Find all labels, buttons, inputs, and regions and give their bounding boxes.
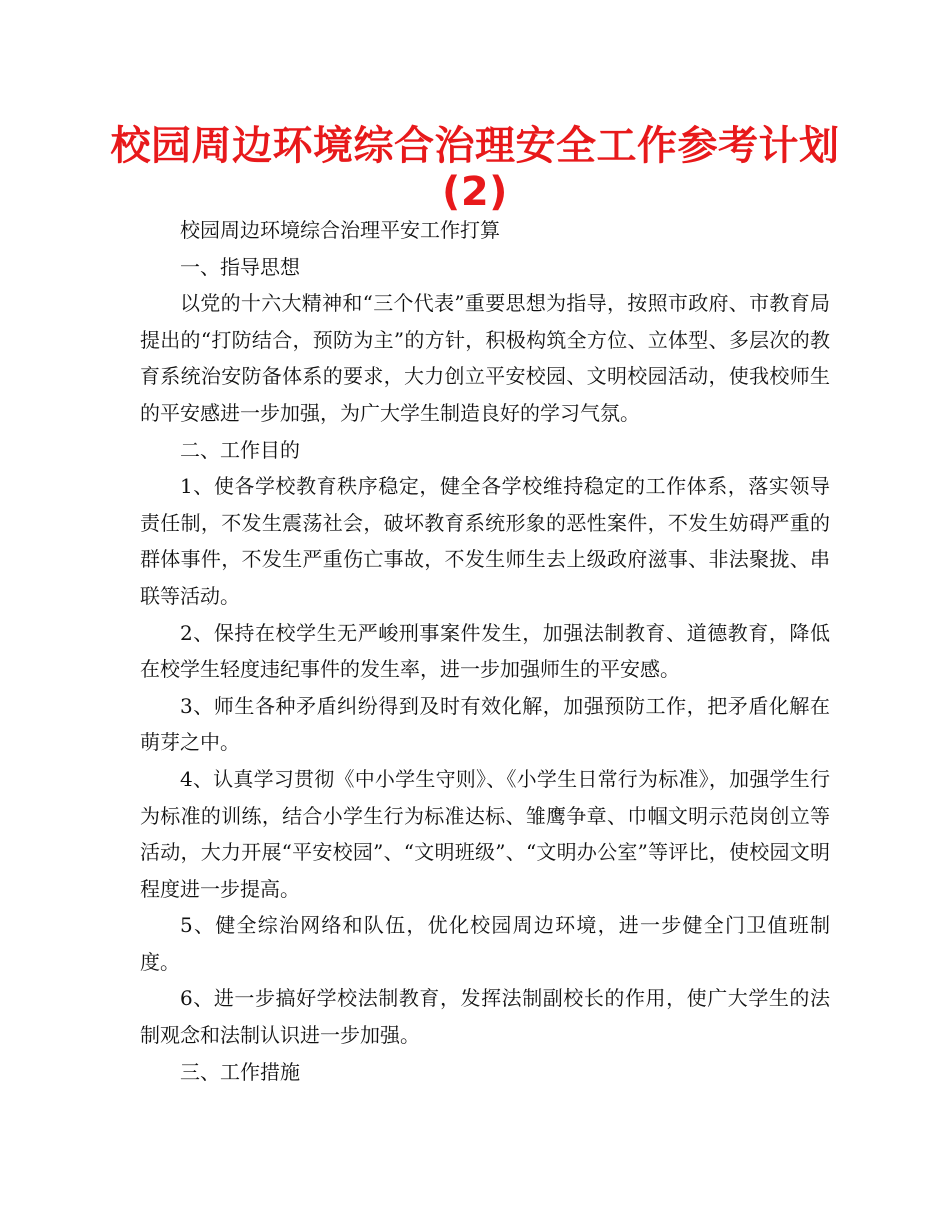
paragraph-goal-2: 2、保持在校学生无严峻刑事案件发生，加强法制教育、道德教育，降低在校学生轻度违纪事件的发生率，进一步加强师生的平安感。 bbox=[140, 620, 830, 682]
paragraph-goal-3: 3、师生各种矛盾纠纷得到及时有效化解，加强预防工作，把矛盾化解在萌芽之中。 bbox=[140, 693, 830, 755]
document-body bbox=[140, 212, 830, 1090]
paragraph-guiding-ideology: 以党的十六大精神和“三个代表”重要思想为指导，按照市政府、市教育局提出的“打防结合，预防为主”的方针，积极构筑全方位、立体型、多层次的教育系统治安防备体系的要求，大力创立平安校园、文明校园活动，使我校师生的平安感进一步加强，为广大学生制造良好的学习气氛。 bbox=[140, 291, 830, 425]
paragraph-goal-6: 6、进一步搞好学校法制教育，发挥法制副校长的作用，使广大学生的法制观念和法制认识进一步加强。 bbox=[140, 986, 830, 1048]
section-heading-work-measures: 三、工作措施 bbox=[180, 1059, 300, 1084]
paragraph-goal-4: 4、认真学习贯彻《中小学生守则》、《小学生日常行为标准》，加强学生行为标准的训练，结合小学生行为标准达标、雏鹰争章、巾帼文明示范岗创立等活动，大力开展“平安校园”、“文明班级”、“文明办公室”等评比，使校园文明程度进一步提高。 bbox=[140, 766, 830, 901]
document-title-line2: (2) bbox=[442, 169, 508, 215]
document-subtitle: 校园周边环境综合治理平安工作打算 bbox=[180, 218, 500, 242]
document-title-line1: 校园周边环境综合治理安全工作参考计划 bbox=[110, 123, 840, 169]
paragraph-goal-5: 5、健全综治网络和队伍，优化校园周边环境，进一步健全门卫值班制度。 bbox=[140, 913, 830, 974]
section-heading-guiding-ideology: 一、指导思想 bbox=[180, 254, 300, 279]
section-heading-work-goals: 二、工作目的 bbox=[180, 437, 300, 462]
paragraph-goal-1: 1、使各学校教育秩序稳定，健全各学校维持稳定的工作体系，落实领导责任制，不发生震荡社会，破坏教育系统形象的恶性案件，不发生妨碍严重的群体事件，不发生严重伤亡事故，不发生师生去上级政府滋事、非法聚拢、串联等活动。 bbox=[140, 474, 830, 608]
